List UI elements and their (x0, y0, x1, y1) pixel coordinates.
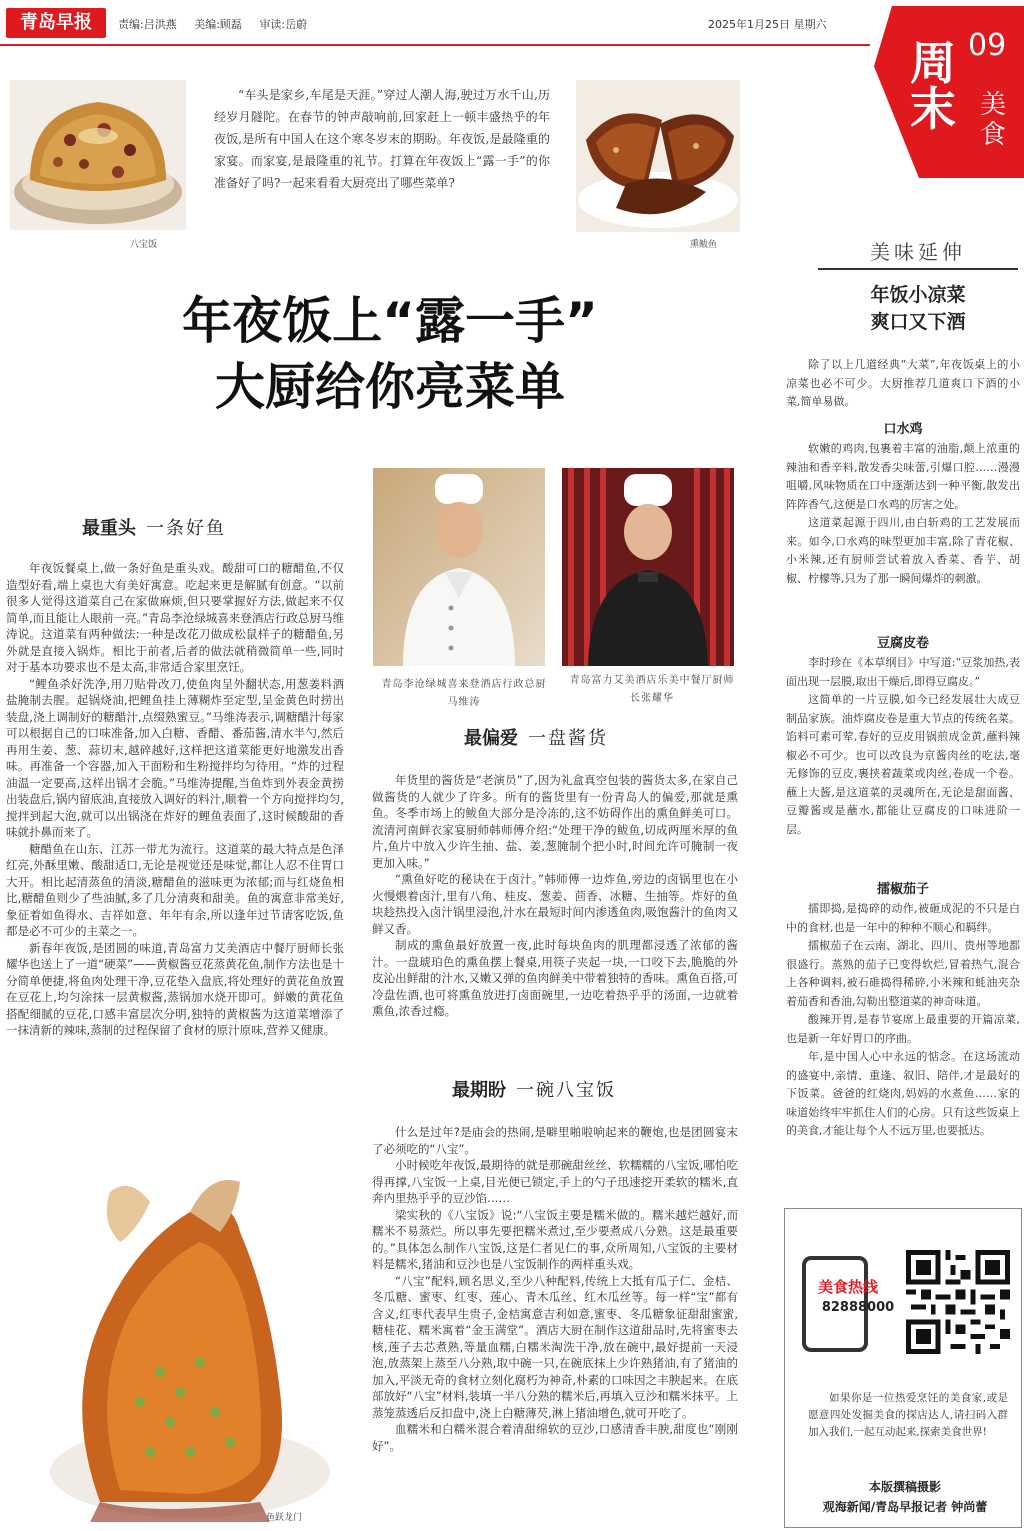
intro-paragraph: “车头是家乡,车尾是天涯。”穿过人潮人海,驶过万水千山,历经岁月隧陀。在春节的钟声敲响前,回家赶上一顿丰盛热乎的年夜饭,是所有中国人在这个寒冬岁末的期盼。年夜饭,是最隆重的家宴。而家宴,是最隆重的礼节。打算在年夜饭上“露一手”的你准备好了吗?一起来看看大厨亮出了哪些菜单? (214, 88, 550, 190)
section1-title-sub: 一条好鱼 (146, 518, 226, 539)
sidebar-subtitle-line-1: 年饭小凉菜 (870, 284, 966, 306)
section2-title-main: 最偏爱 (464, 728, 518, 749)
section1-paragraph: “鲤鱼杀好洗净,用刀贴骨改刀,使鱼肉呈外翻状态,用葱姜料酒盐腌制去腥。起锅烧油,把鲤鱼挂上薄糊炸至定型,呈金黄色时捞出装盘,浇上调制好的糖醋汁,点缀熟蜜豆。”马维涛表示,调糖醋汁每家可以根据自己的口味准备,加入白糖、香醋、番茄酱,清水半勺,然后再用生姜、葱、蒜切末,越碎越好,这样把这道菜能更好地激发出香味。再准备一个容器,加入干面粉和生粉搅拌均匀待用。“炸的过程油温一定要高,这样出锅才会脆。”马维涛提醒,当鱼炸到外表金黄捞出装盘后,锅内留底油,直接放入调好的料汁,顺着一个方向搅拌均匀,搅拌到起大泡,就可以出锅浇在炸好的鲤鱼表面了,这时候酸甜的香味就扑鼻而来了。 (6, 676, 344, 839)
main-headline (110, 288, 670, 420)
headline-line-2: 大厨给你亮菜单 (215, 358, 565, 416)
sidebar-intro (786, 356, 1020, 412)
section3-title (452, 1076, 616, 1102)
sidebar-subtitle-line-2: 爽口又下酒 (870, 311, 966, 333)
staff-credits (118, 16, 321, 32)
dish1-title: 口水鸡 (883, 422, 923, 437)
chef1-caption: 青岛李沧绿城喜来登酒店行政总厨马维涛 (381, 679, 547, 708)
section2-title-sub: 一盘酱货 (528, 728, 608, 749)
dish1-paragraph: 软嫩的鸡肉,包裹着丰富的油脂,颠上浓重的辣油和香辛料,散发香尖味蕾,引爆口腔……漫漫咀嚼,风味物质在口中逐渐达到一种平衡,散发出阵阵香气,这便是口水鸡的厉害之处。 (786, 442, 1020, 511)
section1-body (6, 560, 344, 1039)
chef2-photo (562, 468, 734, 666)
section1-title (82, 514, 226, 540)
section2-paragraph: 年货里的酱货是“老演员”了,因为礼盒真空包装的酱货太多,在家自己做酱货的人就少了许多。所有的酱货里有一份青岛人的偏爱,那就是熏鱼。冬季市场上的鲅鱼大部分是冷冻的,这不妨碍作出的熏鱼鲜美可口。流清河南鲜衣家宴厨师韩师傅介绍:“处理干净的鲅鱼,切成两厘米厚的鱼片,鱼片中放入少许生抽、盐、姜,葱腌制个把小时,时间允许可腌制一夜更加入味。” (372, 773, 738, 870)
section2-title (464, 724, 608, 750)
fish-dish-photo (40, 1172, 340, 1528)
chef1-photo (373, 468, 545, 666)
section3-paragraph: 梁实秋的《八宝饭》说:“八宝饭主要是糯米做的。糯米越烂越好,而糯米不易蒸烂。所以事先要把糯米煮过,至少要煮成八分熟。这是最重要的。”具体怎么制作八宝饭,这是仁者见仁的事,众所周知,八宝饭的主要材料是糯米,猪油和豆沙也是八宝饭制作的两样重头戏。 (372, 1207, 738, 1271)
dish3-title: 擂椒茄子 (876, 882, 929, 897)
header-rule (0, 44, 870, 46)
section3-title-main: 最期盼 (452, 1080, 506, 1101)
fish-caption: 鱼跃龙门 (266, 1513, 303, 1523)
section3-paragraph: 什么是过年?是庙会的热闹,是噼里啪啦响起来的鞭炮,也是团圆宴末了必须吃的“八宝”。 (372, 1125, 738, 1156)
section3-title-sub: 一碗八宝饭 (516, 1080, 616, 1101)
designer-credit: 美编:顾磊 (194, 18, 242, 31)
section1-title-main: 最重头 (82, 518, 136, 539)
sidebar-title: 美味延伸 (870, 240, 966, 264)
section-name: 美食 (980, 90, 1007, 150)
credit-line-1: 本版撰稿摄影 (868, 1480, 941, 1494)
dish2-paragraph: 这简单的一片豆膜,如今已经发展壮大成豆制品家族。油炸腐皮卷是重大节点的传统名菜。馅料可素可荤,春好的豆皮用锅煎成金黄,蘸料辣椒必不可少。也可以改良为京酱肉丝的吃法,毫无修饰的豆皮,裹挟着蔬菜或肉丝,卷成一个卷。蘸上大酱,是这道菜的灵魂所在,无论是甜面酱、豆瓣酱或是蘸水,都能让豆腐皮的口味进阶一层。 (786, 693, 1020, 836)
editor-credit: 责编:吕洪燕 (118, 18, 177, 31)
sidebar-title-rule (818, 268, 1018, 270)
hotline-number: 82888000 (821, 1300, 895, 1315)
dish3-body (786, 900, 1020, 1141)
dish3-paragraph: 擂椒茄子在云南、湖北、四川、贵州等地都很盛行。蒸熟的茄子已变得软烂,冒着热气,混合上各种调料,被石碓捣得稀碎,小米辣和蚝油夹杂着茄香和香油,勾勒出整道菜的神奇味道。 (786, 939, 1020, 1008)
dish1-paragraph: 这道菜起源于四川,由白斩鸡的工艺发展而来。如今,口水鸡的味型更加丰富,除了青花椒、小米辣,还有厨师尝试着放入香菜、香芋、胡椒、柠檬等,只为了那一瞬间爆炸的刺激。 (786, 516, 1020, 585)
section2-paragraph: 制成的熏鱼最好放置一夜,此时每块鱼肉的肌理都浸透了浓郁的酱汁。一盘琥珀色的熏鱼摆上餐桌,用筷子夹起一块,一口咬下去,脆脆的外皮沁出鲜甜的汁水,又嫩又弹的鱼肉鲜美中带着独特的香味。熏鱼百搭,可冷盘佐酒,也可将熏鱼放进打卤面碗里,一边吃着热乎乎的汤面,一边就着熏鱼,浓香过瘾。 (372, 938, 738, 1018)
credit-line-2: 观海新闻/青岛早报记者 钟尚蕾 (822, 1500, 988, 1514)
dish2-paragraph: 李时珍在《本草纲目》中写道:“豆浆加热,表面出现一层膜,取出干燥后,即得豆腐皮。” (786, 656, 1020, 688)
section1-paragraph: 新春年夜饭,是团圆的味道,青岛富力艾美酒店中餐厅厨师长张耀华也送上了一道“硬菜”——黄椒酱豆花蒸黄花鱼,制作方法也是十分简单便捷,将鱼肉处理干净,豆花垫入盘底,将处理好的黄花鱼放置在豆花上,均匀涂抹一层黄椒酱,蒸锅加水烧开即可。鲜嫩的黄花鱼搭配细腻的豆花,口感丰富层次分明,独特的黄椒酱为这道菜增添了一抹清新的辣味,蒸制的过程保留了食材的原汁原味,营养又健康。 (6, 940, 344, 1037)
babaofan-caption: 八宝饭 (130, 240, 158, 250)
section1-paragraph: 糖醋鱼在山东、江苏一带尤为流行。这道菜的最大特点是色泽红亮,外酥里嫩、酸甜适口,无论是视觉还是味觉,都让人忍不住胃口大开。相比起清蒸鱼的清淡,糖醋鱼的滋味更为浓郁;而与红烧鱼相比,糖醋鱼则少了些油腻,多了几分清爽和甜美。鱼的寓意非常美好,象征着如鱼得水、吉祥如意、年年有余,所以逢年过节请客吃饭,鱼都是必不可少的主菜之一。 (6, 841, 344, 938)
section-big-title: 周末 (910, 36, 956, 136)
section3-paragraph: 小时候吃年夜饭,最期待的就是那碗甜丝丝、软糯糯的八宝饭,哪怕吃得再撑,八宝饭一上桌,目光便已锁定,手上的勺子迅速挖开柔软的糯米,直奔内里热乎乎的豆沙馅…… (372, 1158, 738, 1205)
sidebar-intro-text: 除了以上几道经典“大菜”,年夜饭桌上的小凉菜也必不可少。大厨推荐几道爽口下酒的小菜,简单易做。 (786, 358, 1020, 408)
xunyu-photo (576, 80, 740, 232)
headline-line-1: 年夜饭上“露一手” (182, 292, 598, 350)
dish2-body (786, 654, 1020, 839)
reviewer-credit: 审读:岳蔚 (259, 18, 308, 31)
babaofan-photo (10, 80, 186, 230)
page-number: 09 (968, 28, 1007, 63)
section1-paragraph: 年夜饭餐桌上,做一条好鱼是重头戏。酸甜可口的糖醋鱼,不仅造型好看,端上桌也大有美好寓意。吃起来更是解腻有创意。“以前很多人觉得这道菜自己在家做麻烦,但只要掌握好方法,做起来不仅简单,而且能让人眼前一亮。”青岛李沧绿城喜来登酒店行政总厨马维涛说。这道菜有两种做法:一种是改花刀做成松鼠样子的糖醋鱼,另外就是直接入锅炸。相比于前者,后者的做法就稍微简单一些,同时对于基本功要求也不是太高,非常适合家里烹饪。 (6, 561, 344, 674)
dish1-body (786, 440, 1020, 588)
hotline-box-text: 如果你是一位热爱烹饪的美食家,或是愿意四处发掘美食的探店达人,请扫码入群加入我们,一起互动起来,探索美食世界! (808, 1392, 1008, 1438)
section2-paragraph: “熏鱼好吃的秘诀在于卤汁。”韩师傅一边炸鱼,旁边的卤锅里也在小火慢煨着卤汁,里有八角、桂皮、葱姜、茴香、冰糖、生抽等。炸好的鱼块趁热投入卤汁锅里浸泡,汁水在最短时间内渗透鱼肉,吸饱酱汁的鱼肉又鲜又香。 (372, 872, 738, 936)
chef2-caption: 青岛富力艾美酒店乐美中餐厅厨师长张耀华 (569, 675, 735, 704)
issue-date: 2025年1月25日 星期六 (708, 18, 827, 31)
dish3-paragraph: 年,是中国人心中永远的惦念。在这场流动的盛宴中,亲情、重逢、叙旧、陪伴,才是最好的下饭菜。爸爸的红烧肉,妈妈的水煮鱼……家的味道始终牢牢抓住人们的心房。只有这些饭桌上的美食,才能让每个人不远万里,也要抵达。 (786, 1050, 1020, 1137)
sidebar-subtitle (818, 282, 1018, 336)
qr-code-icon[interactable] (906, 1250, 1010, 1354)
dish3-paragraph: 酸辣开胃,是春节宴席上最重要的开篇凉菜,也是新一年好胃口的序曲。 (786, 1013, 1020, 1045)
dish3-paragraph: 擂即捣,是捣碎的动作,被砸成泥的不只是白中的食材,也是一年中的种种不顺心和羁绊。 (786, 902, 1020, 934)
section2-body (372, 772, 738, 1020)
xunyu-caption: 熏鲅鱼 (690, 240, 718, 250)
dish2-title: 豆腐皮卷 (876, 636, 929, 651)
hotline-label: 美食热线 (817, 1278, 878, 1296)
section3-paragraph: “八宝”配料,顾名思义,至少八种配料,传统上大抵有瓜子仁、金桔、冬瓜糖、蜜枣、红枣、莲心、青木瓜丝、红木瓜丝等。每一样“宝”都有含义,红枣代表早生贵子,金桔寓意吉利如意,蜜枣、冬瓜糖象征甜甜蜜蜜,糖桂花、糯米寓着“金玉满堂”。酒店大厨在制作这道甜品时,先将蜜枣去核,莲子去芯煮熟,等量血糯,白糯米淘洗干净,放在碗中,最好提前一天浸泡,放蒸架上蒸至八分熟,取中碗一只,在碗底抹上少许熟猪油,有了猪油的加入,平淡无奇的食材立刻化腐朽为神奇,朴素的口味因之丰腴起来。在底部放好“八宝”材料,装填一半八分熟的糯米后,再填入豆沙和糯米抹平。上蒸笼蒸透后反扣盘中,浇上白糖薄芡,淋上猪油增色,就可开吃了。 (372, 1273, 738, 1420)
newspaper-logo: 青岛早报 (6, 8, 106, 38)
section3-paragraph: 血糯米和白糯米混合着清甜绵软的豆沙,口感清香丰腴,甜度也“刚刚好”。 (372, 1422, 738, 1453)
section3-body (372, 1124, 738, 1454)
